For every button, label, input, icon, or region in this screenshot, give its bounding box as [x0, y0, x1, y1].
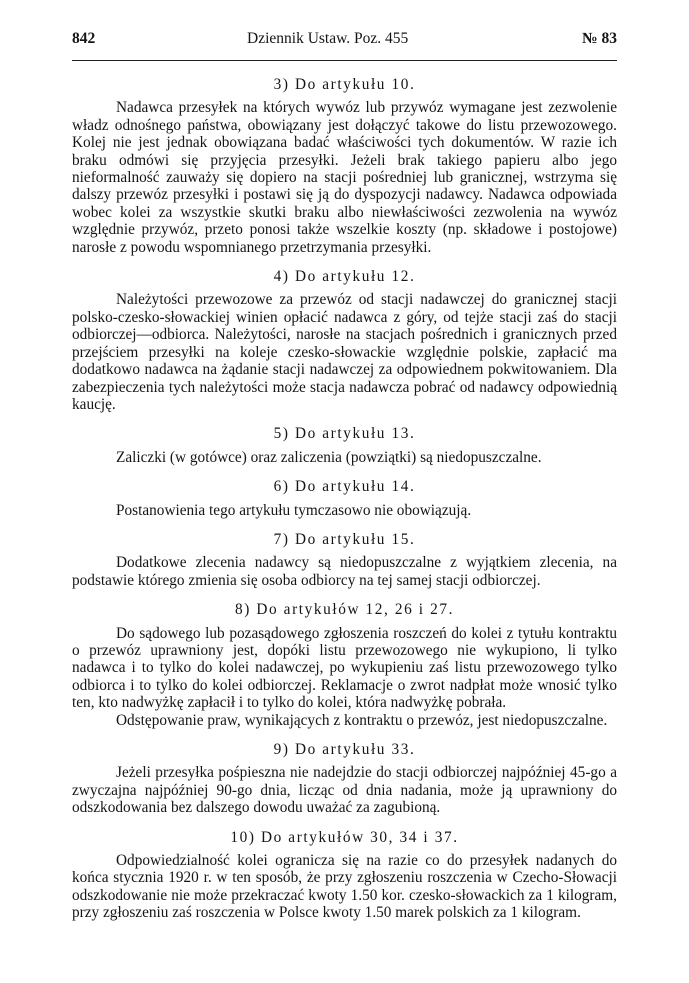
- paragraph: Zaliczki (w gotówce) oraz zaliczenia (powziątki) są niedopuszczalne.: [116, 448, 542, 466]
- paragraph: Należytości przewozowe za przewóz od stacji nadawczej do granicznej stacji polsko-czesko-słowackiej winien opłacić nadawca z góry, od tejże stacji zaś do stacji odbiorczej—odbiorca. Należytości, narosłe na stacjach pośrednich i granicznych przed przejściem przesyłki na koleje czesko-słowackie względnie polskie, zapłacić ma dodatkowo nadawca na żądanie stacji nadawczej za odpowiednem pokwitowaniem. Dla zabezpieczenia tych należytości może stacja nadawcza pobrać od nadawcy odpowiednią kaucję.: [72, 291, 617, 413]
- section-art-12-26-27: [72, 601, 617, 729]
- section-art-12: [72, 268, 617, 413]
- paragraph: Dodatkowe zlecenia nadawcy są niedopuszczalne z wyjątkiem zlecenia, na podstawie którego zmienia się osoba odbiorcy na tej samej stacji odbiorczej.: [72, 554, 617, 589]
- section-art-30-34-37: [72, 829, 617, 922]
- paragraph: Jeżeli przesyłka pośpieszna nie nadejdzie do stacji odbiorczej najpóźniej 45-go a zwyczajna najpóźniej 90-go dnia, licząc od dnia nadania, może ją uprawniony do odszkodowania bez dalszego dowodu uważać za zagubioną.: [72, 764, 617, 817]
- page-header: [72, 30, 617, 50]
- section-heading: 5) Do artykułu 13.: [273, 425, 416, 443]
- paragraph: Odpowiedzialność kolei ogranicza się na razie co do przesyłek nadanych do końca stycznia 1920 r. w ten sposób, że przy zgłoszeniu roszczenia w Czecho-Słowacji odszkodowanie nie może przekraczać kwoty 1.50 kor. czesko-słowackich za 1 kilogram, przy zgłoszeniu zaś roszczenia w Polsce kwoty 1.50 marek polskich za 1 kilogram.: [72, 852, 617, 922]
- section-heading: 4) Do artykułu 12.: [273, 268, 416, 286]
- section-art-15: [72, 531, 617, 589]
- section-heading: 3) Do artykułu 10.: [273, 76, 416, 93]
- paragraph: Postanowienia tego artykułu tymczasowo nie obowiązują.: [116, 501, 472, 519]
- journal-title: Dziennik Ustaw. Poz. 455: [247, 30, 409, 47]
- section-heading: 10) Do artykułów 30, 34 i 37.: [230, 828, 459, 846]
- issue-number: № 83: [582, 30, 617, 47]
- section-art-14: [72, 478, 617, 519]
- section-art-33: [72, 741, 617, 817]
- section-art-10: [72, 76, 617, 256]
- paragraph: Nadawca przesyłek na których wywóz lub przywóz wymagane jest zezwolenie władz odnośnego państwa, obowiązany jest dołączyć takowe do listu przewozowego. Kolej nie jest jednak obowiązana badać właściwości tych dokumentów. W razie ich braku odmówi się przyjęcia przesyłki. Jeżeli brak takiego papieru albo jego nieformalność zauważy się dopiero na stacji pośredniej lub granicznej, wstrzyma się dalszy przewóz przesyłki i postawi się ją do dyspozycji nadawcy. Nadawca odpowiada wobec kolei za wszystkie skutki braku albo niewłaściwości zezwolenia na wywóz względnie przywóz, przeto ponosi także wszelkie koszty (np. składowe i postojowe) narosłe z powodu wspomnianego przetrzymania przesyłki.: [72, 99, 617, 256]
- section-heading: 9) Do artykułu 33.: [273, 741, 416, 758]
- paragraph: Do sądowego lub pozasądowego zgłoszenia roszczeń do kolei z tytułu kontraktu o przewóz uprawniony jest, dopóki listu przewozowego nie wykupiono, li tylko nadawca i to tylko do kolei nadawczej, po wykupieniu zaś listu przewozowego tylko odbiorca i to tylko do kolei odbiorczej. Reklamacje o zwrot nadpłat może wnosić tylko ten, kto nadwyżkę zapłacił i to tylko do kolei, która nadwyżkę pobrała.: [72, 624, 617, 712]
- paragraph: Odstępowanie praw, wynikających z kontraktu o przewóz, jest niedopuszczalne.: [116, 711, 608, 729]
- section-heading: 8) Do artykułów 12, 26 i 27.: [235, 601, 454, 619]
- section-heading: 6) Do artykułu 14.: [273, 478, 416, 496]
- document-body: [72, 76, 617, 934]
- header-rule: [72, 60, 617, 61]
- section-art-13: [72, 425, 617, 466]
- page-number: 842: [72, 30, 96, 47]
- section-heading: 7) Do artykułu 15.: [273, 530, 416, 548]
